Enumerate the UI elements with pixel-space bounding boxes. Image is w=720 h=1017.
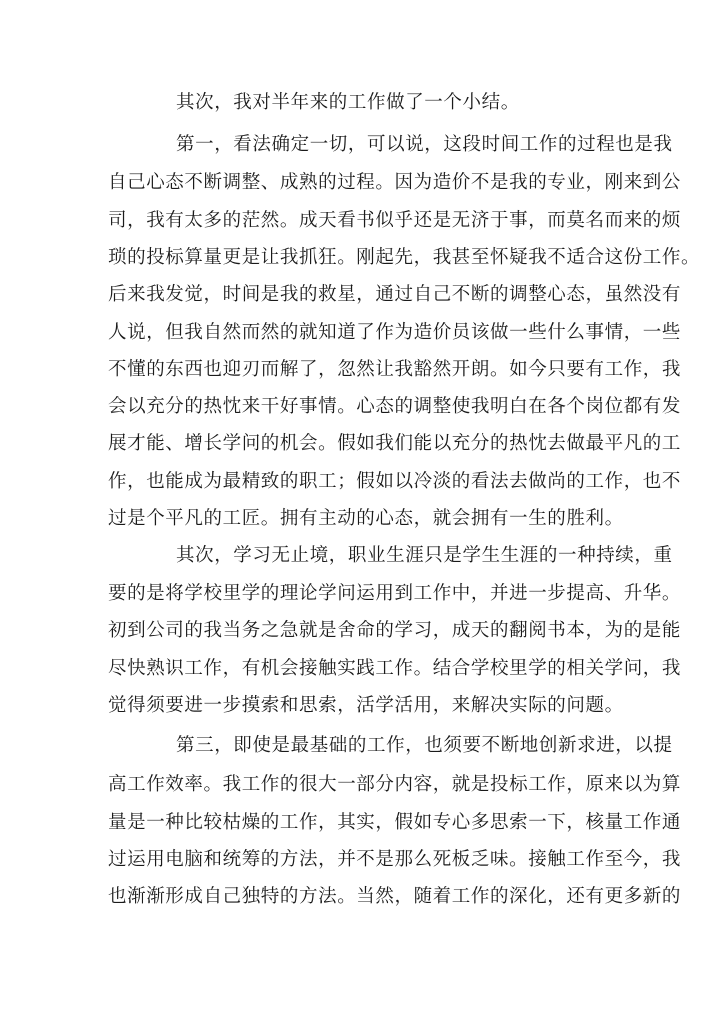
paragraph-line: 人说，但我自然而然的就知道了作为造价员该做一些什么事情，一些 <box>108 322 682 343</box>
paragraph-line: 其次，学习无止境，职业生涯只是学生生涯的一种持续，重 <box>176 545 673 566</box>
paragraph-line: 司，我有太多的茫然。成天看书似乎还是无济于事，而莫名而来的烦 <box>108 210 682 231</box>
paragraph-line: 展才能、增长学问的机会。假如我们能以充分的热忱去做最平凡的工 <box>108 433 682 454</box>
paragraph-line: 尽快熟识工作，有机会接触实践工作。结合学校里学的相关学问，我 <box>108 658 682 679</box>
paragraph-line: 琐的投标算量更是让我抓狂。刚起先，我甚至怀疑我不适合这份工作。 <box>108 247 701 268</box>
paragraph-line: 初到公司的我当务之急就是舍命的学习，成天的翻阅书本，为的是能 <box>108 620 682 641</box>
paragraph-line: 后来我发觉，时间是我的救星，通过自己不断的调整心态，虽然没有 <box>108 284 682 305</box>
paragraph-line: 高工作效率。我工作的很大一部分内容，就是投标工作，原来以为算 <box>108 774 682 795</box>
paragraph-line: 自己心态不断调整、成熟的过程。因为造价不是我的专业，刚来到公 <box>108 172 682 193</box>
paragraph-line: 量是一种比较枯燥的工作，其实，假如专心多思索一下，核量工作通 <box>108 812 682 833</box>
paragraph-line: 第一，看法确定一切，可以说，这段时间工作的过程也是我 <box>176 134 673 155</box>
paragraph-line: 第三，即使是最基础的工作，也须要不断地创新求进，以提 <box>176 735 673 756</box>
paragraph-line: 要的是将学校里学的理论学问运用到工作中，并进一步提高、升华。 <box>108 583 682 604</box>
paragraph-line: 过运用电脑和统筹的方法，并不是那么死板乏味。接触工作至今，我 <box>108 849 682 870</box>
paragraph-line: 不懂的东西也迎刃而解了，忽然让我豁然开朗。如今只要有工作，我 <box>108 359 682 380</box>
paragraph-line: 也渐渐形成自己独特的方法。当然，随着工作的深化，还有更多新的 <box>108 886 682 907</box>
paragraph-line: 会以充分的热忱来干好事情。心态的调整使我明白在各个岗位都有发 <box>108 396 682 417</box>
paragraph-line: 觉得须要进一步摸索和思索，活学活用，来解决实际的问题。 <box>108 695 624 716</box>
paragraph-line: 其次，我对半年来的工作做了一个小结。 <box>176 92 520 113</box>
paragraph-line: 作，也能成为最精致的职工；假如以冷淡的看法去做尚的工作，也不 <box>108 471 682 492</box>
paragraph-line: 过是个平凡的工匠。拥有主动的心态，就会拥有一生的胜利。 <box>108 508 624 529</box>
